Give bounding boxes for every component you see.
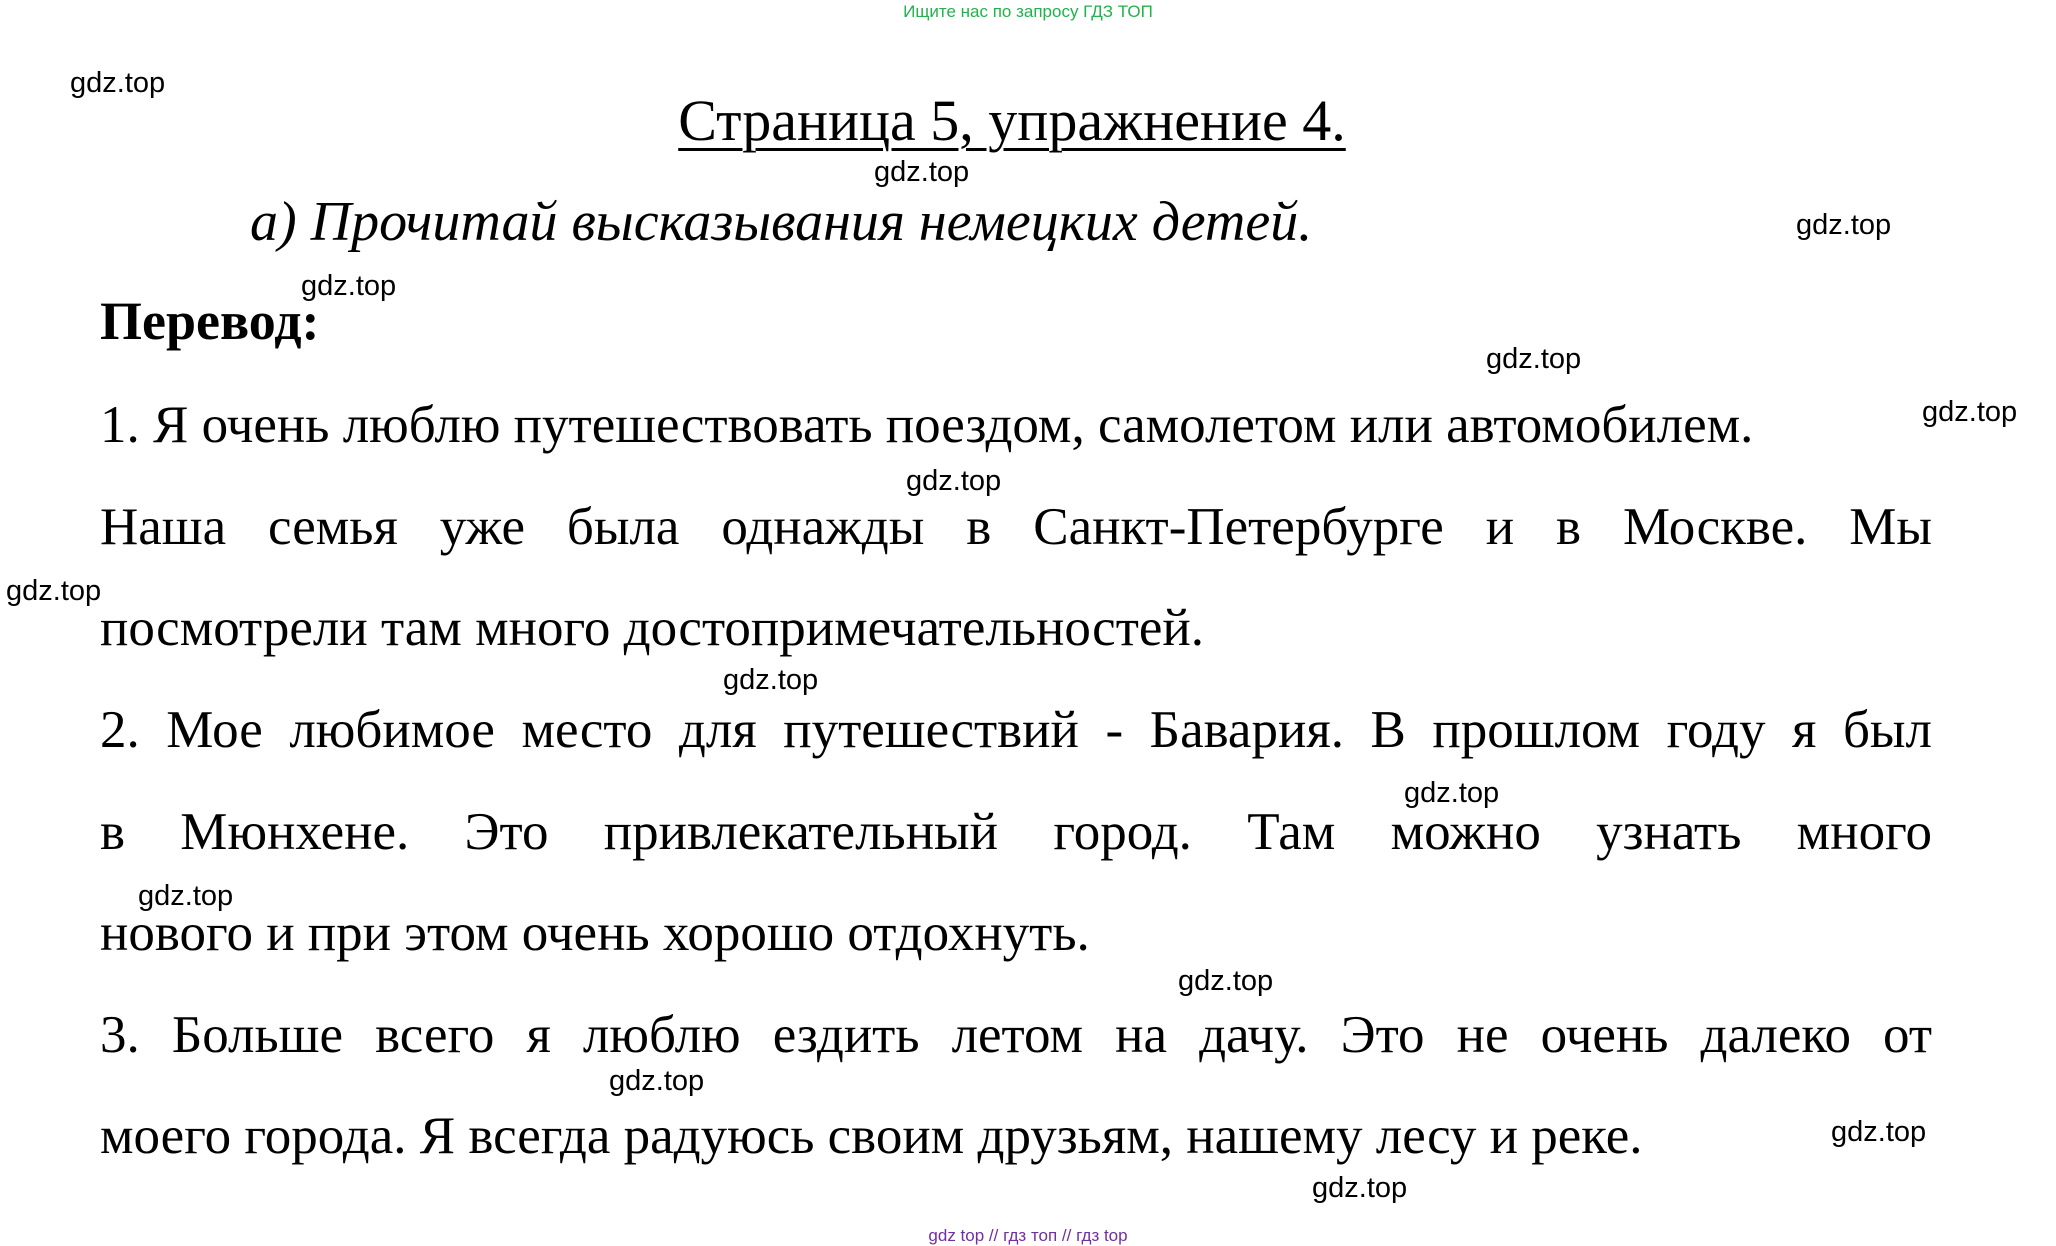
- watermark: gdz.top: [1404, 777, 1500, 809]
- watermark: gdz.top: [1922, 396, 2018, 428]
- watermark: gdz.top: [6, 575, 102, 607]
- text-line-2: Наша семья уже была однажды в Санкт-Петербурге и в Москве. Мы: [100, 498, 1932, 556]
- text-line-1: 1. Я очень люблю путешествовать поездом, самолетом или автомобилем.: [100, 396, 1754, 454]
- watermark: gdz.top: [1796, 209, 1892, 241]
- watermark: gdz.top: [70, 67, 166, 99]
- text-line-8: моего города. Я всегда радуюсь своим друзьям, нашему лесу и реке.: [100, 1107, 1643, 1165]
- footer-links: gdz top // гдз топ // гдз top: [928, 1226, 1128, 1245]
- watermark: gdz.top: [609, 1065, 705, 1097]
- watermark: gdz.top: [723, 664, 819, 696]
- text-line-5: в Мюнхене. Это привлекательный город. Там можно узнать много: [100, 803, 1932, 861]
- watermark: gdz.top: [906, 465, 1002, 497]
- watermark: gdz.top: [1831, 1116, 1927, 1148]
- text-line-6: нового и при этом очень хорошо отдохнуть.: [100, 904, 1090, 962]
- watermark: gdz.top: [874, 156, 970, 188]
- text-line-3: посмотрели там много достопримечательностей.: [100, 599, 1204, 657]
- watermark: gdz.top: [1178, 965, 1274, 997]
- watermark: gdz.top: [1486, 343, 1582, 375]
- watermark: gdz.top: [138, 880, 234, 912]
- watermark: gdz.top: [1312, 1172, 1408, 1204]
- watermark: gdz.top: [301, 270, 397, 302]
- text-line-4: 2. Мое любимое место для путешествий - Бавария. В прошлом году я был: [100, 701, 1932, 759]
- text-line-7: 3. Больше всего я люблю ездить летом на дачу. Это не очень далеко от: [100, 1006, 1932, 1064]
- exercise-subtitle: a) Прочитай высказывания немецких детей.: [250, 191, 1313, 253]
- translation-heading: Перевод:: [100, 291, 320, 351]
- top-banner: Ищите нас по запросу ГДЗ ТОП: [903, 2, 1153, 21]
- page-title: Страница 5, упражнение 4.: [678, 88, 1346, 153]
